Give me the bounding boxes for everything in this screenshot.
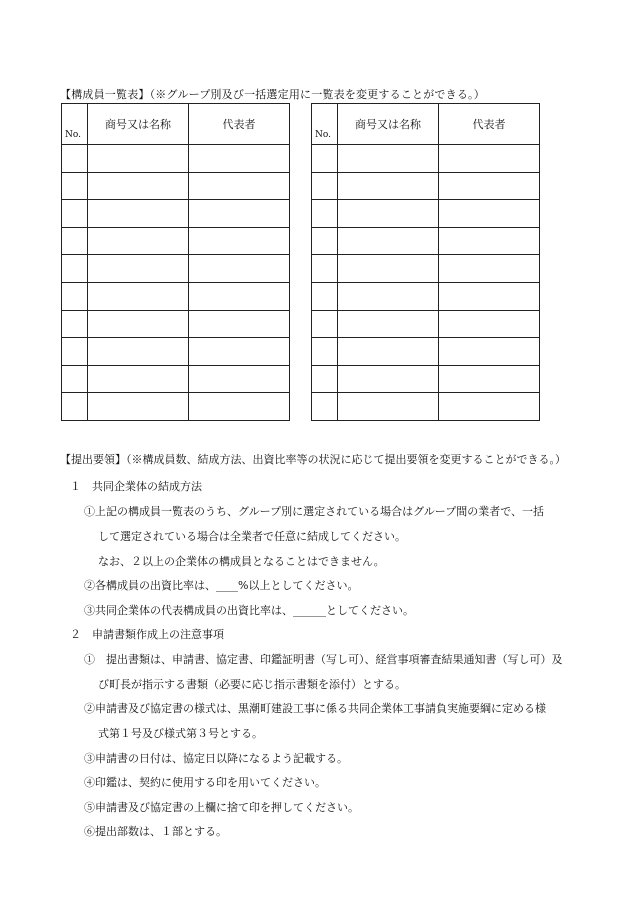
cell-no [62, 172, 88, 200]
cell-no [312, 145, 338, 173]
cell-no [62, 227, 88, 255]
cell-no [62, 200, 88, 228]
cell-name [88, 338, 189, 366]
notes-item-4: ④印鑑は、契約に使用する印を用いてください。 [84, 776, 326, 789]
member-table-right [311, 103, 540, 421]
notes-item-5: ⑤申請書及び協定書の上欄に捨て印を押してください。 [84, 801, 359, 814]
cell-no [312, 338, 338, 366]
cell-representative [189, 310, 290, 338]
cell-no [312, 227, 338, 255]
cell-representative [439, 200, 540, 228]
cell-name [88, 282, 189, 310]
table-row [312, 200, 540, 228]
cell-name [88, 145, 189, 173]
table-row [312, 227, 540, 255]
cell-no [62, 338, 88, 366]
table-row [312, 393, 540, 421]
cell-no [312, 365, 338, 393]
cell-no [312, 255, 338, 283]
cell-name [338, 145, 439, 173]
cell-name [88, 365, 189, 393]
section-title-notes: ２ 申請書類作成上の注意事項 [70, 628, 224, 641]
table-row [312, 338, 540, 366]
table-row [62, 227, 290, 255]
formation-item-1-cont: して選定されている場合は全業者で任意に結成してください。 [98, 530, 406, 543]
table-row [312, 255, 540, 283]
notes-item-3: ③申請書の日付は、協定日以降になるよう記載する。 [84, 752, 348, 765]
cell-no [312, 282, 338, 310]
cell-representative [189, 365, 290, 393]
column-header-name: 商号又は名称 [88, 104, 189, 145]
cell-name [88, 200, 189, 228]
table-row [312, 310, 540, 338]
table-row [312, 365, 540, 393]
column-header-no: No. [312, 104, 338, 145]
table-row [62, 393, 290, 421]
cell-no [62, 145, 88, 173]
formation-item-2: ②各構成員の出資比率は、____%以上としてください。 [84, 579, 359, 592]
cell-name [338, 365, 439, 393]
cell-representative [189, 282, 290, 310]
table-row [312, 145, 540, 173]
notes-item-2-cont: 式第１号及び様式第３号とする。 [98, 727, 263, 740]
notes-item-2: ②申請書及び協定書の様式は、黒潮町建設工事に係る共同企業体工事請負実施要綱に定める様 [84, 702, 546, 715]
cell-no [312, 172, 338, 200]
cell-name [88, 227, 189, 255]
table-row [312, 172, 540, 200]
member-list-heading: 【構成員一覧表】（※グループ別及び一括選定用に一覧表を変更することができる。） [60, 88, 485, 101]
cell-representative [439, 227, 540, 255]
cell-representative [189, 200, 290, 228]
cell-representative [439, 172, 540, 200]
cell-no [62, 393, 88, 421]
member-table-left [61, 103, 290, 421]
column-header-name: 商号又は名称 [338, 104, 439, 145]
cell-no [62, 282, 88, 310]
cell-no [62, 310, 88, 338]
table-row [62, 365, 290, 393]
cell-no [62, 255, 88, 283]
column-header-representative: 代表者 [439, 104, 540, 145]
table-row [62, 255, 290, 283]
cell-no [62, 365, 88, 393]
cell-representative [439, 393, 540, 421]
cell-representative [439, 338, 540, 366]
notes-item-1-cont: び町長が指示する書類（必要に応じ指示書類を添付）とする。 [98, 678, 406, 691]
table-row [62, 172, 290, 200]
table-row [312, 282, 540, 310]
table-header-row [62, 104, 290, 145]
cell-no [312, 310, 338, 338]
table-row [62, 310, 290, 338]
cell-name [338, 200, 439, 228]
submission-heading: 【提出要領】（※構成員数、結成方法、出資比率等の状況に応じて提出要領を変更することができる。） [60, 453, 566, 466]
cell-name [88, 393, 189, 421]
cell-representative [189, 338, 290, 366]
cell-representative [439, 145, 540, 173]
formation-item-1: ①上記の構成員一覧表のうち、グループ別に選定されている場合はグループ間の業者で、一括 [84, 505, 545, 518]
cell-representative [189, 172, 290, 200]
cell-name [88, 255, 189, 283]
cell-no [312, 200, 338, 228]
formation-item-3: ③共同企業体の代表構成員の出資比率は、______としてください。 [84, 604, 414, 617]
table-row [62, 200, 290, 228]
column-header-no: No. [62, 104, 88, 145]
formation-note: なお、２以上の企業体の構成員となることはできません。 [98, 555, 385, 568]
cell-representative [439, 282, 540, 310]
cell-name [338, 282, 439, 310]
cell-name [338, 393, 439, 421]
table-header-row [312, 104, 540, 145]
cell-name [338, 227, 439, 255]
cell-name [88, 172, 189, 200]
cell-name [338, 172, 439, 200]
table-row [62, 145, 290, 173]
cell-representative [189, 393, 290, 421]
cell-representative [189, 255, 290, 283]
cell-representative [189, 145, 290, 173]
cell-name [88, 310, 189, 338]
notes-item-1: ① 提出書類は、申請書、協定書、印鑑証明書（写し可）、経営事項審査結果通知書（写し可）及 [84, 653, 563, 666]
cell-name [338, 310, 439, 338]
column-header-representative: 代表者 [189, 104, 290, 145]
cell-representative [439, 255, 540, 283]
cell-representative [439, 365, 540, 393]
cell-representative [439, 310, 540, 338]
section-title-formation: １ 共同企業体の結成方法 [70, 480, 202, 493]
table-row [62, 282, 290, 310]
cell-name [338, 255, 439, 283]
cell-name [338, 338, 439, 366]
table-row [62, 338, 290, 366]
cell-representative [189, 227, 290, 255]
cell-no [312, 393, 338, 421]
notes-item-6: ⑥提出部数は、１部とする。 [84, 825, 227, 838]
